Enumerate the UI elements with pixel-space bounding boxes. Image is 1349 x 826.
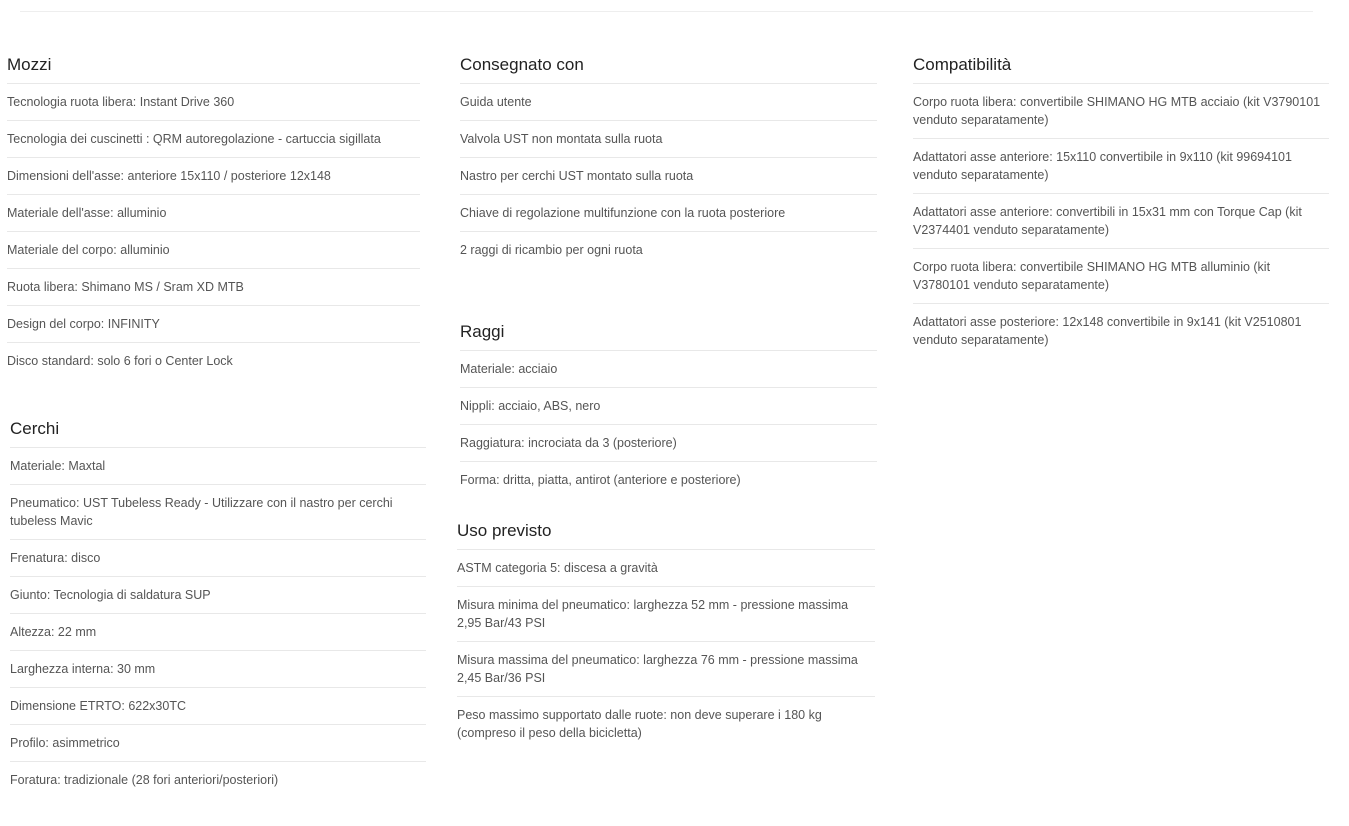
section-title: Uso previsto xyxy=(457,521,552,540)
spec-item: Materiale: Maxtal xyxy=(10,448,426,485)
spec-item: Materiale dell'asse: alluminio xyxy=(7,195,420,232)
spec-item: Materiale: acciaio xyxy=(460,351,877,388)
spec-item: Chiave di regolazione multifunzione con la ruota posteriore xyxy=(460,195,877,232)
spec-item: Raggiatura: incrociata da 3 (posteriore) xyxy=(460,425,877,462)
section-title: Compatibilità xyxy=(913,55,1012,74)
spec-item: Misura massima del pneumatico: larghezza 76 mm - pressione massima 2,45 Bar/36 PSI xyxy=(457,642,875,697)
section-title: Mozzi xyxy=(7,55,52,74)
spec-item: Foratura: tradizionale (28 fori anteriori/posteriori) xyxy=(10,773,279,787)
spec-item: Guida utente xyxy=(460,84,877,121)
spec-list xyxy=(457,549,875,751)
spec-item: Nippli: acciaio, ABS, nero xyxy=(460,388,877,425)
spec-item: Dimensione ETRTO: 622x30TC xyxy=(10,688,426,725)
section-compatibilita xyxy=(913,55,1329,358)
spec-item: Forma: dritta, piatta, antirot (anteriore e posteriore) xyxy=(460,473,741,487)
top-divider xyxy=(20,11,1313,12)
spec-item: Larghezza interna: 30 mm xyxy=(10,651,426,688)
spec-item: Design del corpo: INFINITY xyxy=(7,306,420,343)
spec-item: Peso massimo supportato dalle ruote: non deve superare i 180 kg (compreso il peso della bicicletta) xyxy=(457,708,822,740)
spec-item: ASTM categoria 5: discesa a gravità xyxy=(457,550,875,587)
spec-item: Altezza: 22 mm xyxy=(10,614,426,651)
spec-item: Disco standard: solo 6 fori o Center Lock xyxy=(7,354,233,368)
spec-item: Giunto: Tecnologia di saldatura SUP xyxy=(10,577,426,614)
section-cerchi xyxy=(10,419,426,798)
spec-list xyxy=(460,350,877,498)
section-mozzi xyxy=(7,55,420,379)
spec-item: Misura minima del pneumatico: larghezza 52 mm - pressione massima 2,95 Bar/43 PSI xyxy=(457,587,875,642)
spec-item: Frenatura: disco xyxy=(10,540,426,577)
section-consegnato-con xyxy=(460,55,877,268)
spec-list xyxy=(7,83,420,379)
spec-item: Ruota libera: Shimano MS / Sram XD MTB xyxy=(7,269,420,306)
spec-item: 2 raggi di ricambio per ogni ruota xyxy=(460,243,643,257)
spec-item: Pneumatico: UST Tubeless Ready - Utilizzare con il nastro per cerchi tubeless Mavic xyxy=(10,485,426,540)
spec-item: Nastro per cerchi UST montato sulla ruota xyxy=(460,158,877,195)
spec-item: Tecnologia ruota libera: Instant Drive 360 xyxy=(7,84,420,121)
spec-item: Profilo: asimmetrico xyxy=(10,725,426,762)
spec-item: Valvola UST non montata sulla ruota xyxy=(460,121,877,158)
section-title: Raggi xyxy=(460,322,505,341)
spec-list xyxy=(460,83,877,268)
spec-item: Tecnologia dei cuscinetti : QRM autoregolazione - cartuccia sigillata xyxy=(7,121,420,158)
spec-list xyxy=(10,447,426,798)
section-title: Consegnato con xyxy=(460,55,584,74)
spec-item: Dimensioni dell'asse: anteriore 15x110 / posteriore 12x148 xyxy=(7,158,420,195)
spec-item: Adattatori asse anteriore: convertibili in 15x31 mm con Torque Cap (kit V2374401 venduto separatamente) xyxy=(913,194,1329,249)
spec-item: Corpo ruota libera: convertibile SHIMANO HG MTB alluminio (kit V3780101 venduto separatamente) xyxy=(913,249,1329,304)
spec-list xyxy=(913,83,1329,358)
section-raggi xyxy=(460,322,877,498)
spec-item: Adattatori asse anteriore: 15x110 convertibile in 9x110 (kit 99694101 venduto separatamente) xyxy=(913,139,1329,194)
spec-item: Adattatori asse posteriore: 12x148 convertibile in 9x141 (kit V2510801 venduto separatamente) xyxy=(913,315,1302,347)
section-title: Cerchi xyxy=(10,419,60,438)
section-uso-previsto xyxy=(457,521,875,751)
spec-item: Corpo ruota libera: convertibile SHIMANO HG MTB acciaio (kit V3790101 venduto separatamente) xyxy=(913,84,1329,139)
spec-item: Materiale del corpo: alluminio xyxy=(7,232,420,269)
